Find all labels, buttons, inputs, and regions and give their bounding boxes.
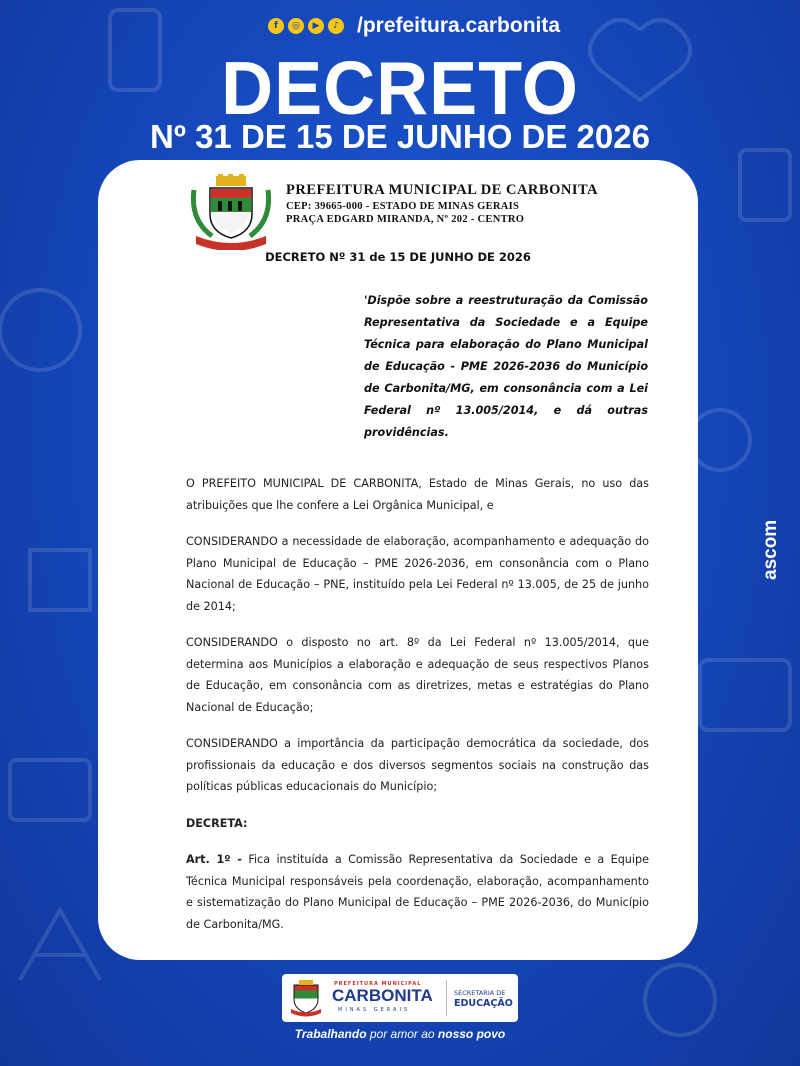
side-label: ascom (760, 519, 781, 580)
page-title: DECRETO (221, 47, 579, 131)
org-name: PREFEITURA MUNICIPAL DE CARBONITA (286, 182, 599, 198)
footer-divider (446, 980, 447, 1016)
footer-crest-icon (288, 979, 324, 1017)
document-card (98, 160, 698, 960)
social-icons (268, 18, 344, 34)
tiktok-icon: ♪ (328, 18, 344, 34)
org-address-line1: CEP: 39665-000 - ESTADO DE MINAS GERAIS (286, 201, 520, 212)
municipal-crest-icon (188, 174, 274, 250)
article-1-text: Fica instituída a Comissão Representativa da Sociedade e a Equipe Técnica Municipal responsáveis pela coordenação, elaboração, acompanhamento e sistematização do Plano Municipal de Educação – PME 2026-2036, do Município de Carbonita/MG. (186, 853, 649, 931)
decree-ementa: 'Dispõe sobre a reestruturação da Comissão Representativa da Sociedade e a Equipe Técnica para elaboração do Plano Municipal de Educação - PME 2026-2036 do Município de Carbonita/MG, em consonância com a Lei Federal nº 13.005/2014, e dá outras providências. (364, 294, 648, 439)
letterhead (286, 182, 598, 225)
page-subtitle: Nº 31 DE 15 DE JUNHO DE 2026 (150, 118, 650, 155)
youtube-icon: ▶ (308, 18, 324, 34)
footer-small-text: PREFEITURA MUNICIPAL (334, 981, 422, 987)
decreta-heading: DECRETA: (186, 816, 248, 830)
paragraph-considerando-3: CONSIDERANDO a importância da participação democrática da sociedade, dos profissionais da educação e dos diversos segmentos sociais na construção das políticas públicas educacionais do Município; (186, 737, 649, 793)
paragraph-preamble: O PREFEITO MUNICIPAL DE CARBONITA, Estado de Minas Gerais, no uso das atribuições que lhe confere a Lei Orgânica Municipal, e (186, 477, 649, 512)
article-1-label: Art. 1º - (186, 853, 242, 866)
article-1 (186, 849, 649, 935)
footer-brand: CARBONITA (332, 986, 433, 1005)
paragraph-considerando-1: CONSIDERANDO a necessidade de elaboração, acompanhamento e adequação do Plano Municipal de Educação – PME 2026-2036, em consonância com o Plano Nacional de Educação – PNE, instituído pela Lei Federal nº 13.005, de 25 de junho de 2014; (186, 535, 649, 613)
footer-state: MINAS GERAIS (338, 1007, 411, 1013)
facebook-icon: f (268, 18, 284, 34)
footer-educacao: EDUCAÇÃO (454, 998, 513, 1009)
decree-title: DECRETO Nº 31 de 15 DE JUNHO DE 2026 (265, 250, 531, 264)
paragraph-considerando-2: CONSIDERANDO o disposto no art. 8º da Lei Federal nº 13.005/2014, que determina aos Municípios a elaboração e adequação de seus respectivos Planos de Educação, em consonância com as diretrizes, metas e estratégias do Plano Nacional de Educação; (186, 636, 649, 714)
footer-secretaria: SECRETARIA DE (454, 989, 506, 997)
social-handle: /prefeitura.carbonita (357, 14, 561, 37)
footer-slogan: Trabalhando por amor ao nosso povo (294, 1027, 506, 1041)
instagram-icon: ◎ (288, 18, 304, 34)
header-banner (0, 0, 800, 160)
decree-body (186, 473, 649, 950)
footer-logo (282, 974, 518, 1022)
org-address-line2: PRAÇA EDGARD MIRANDA, Nº 202 - CENTRO (286, 214, 525, 225)
